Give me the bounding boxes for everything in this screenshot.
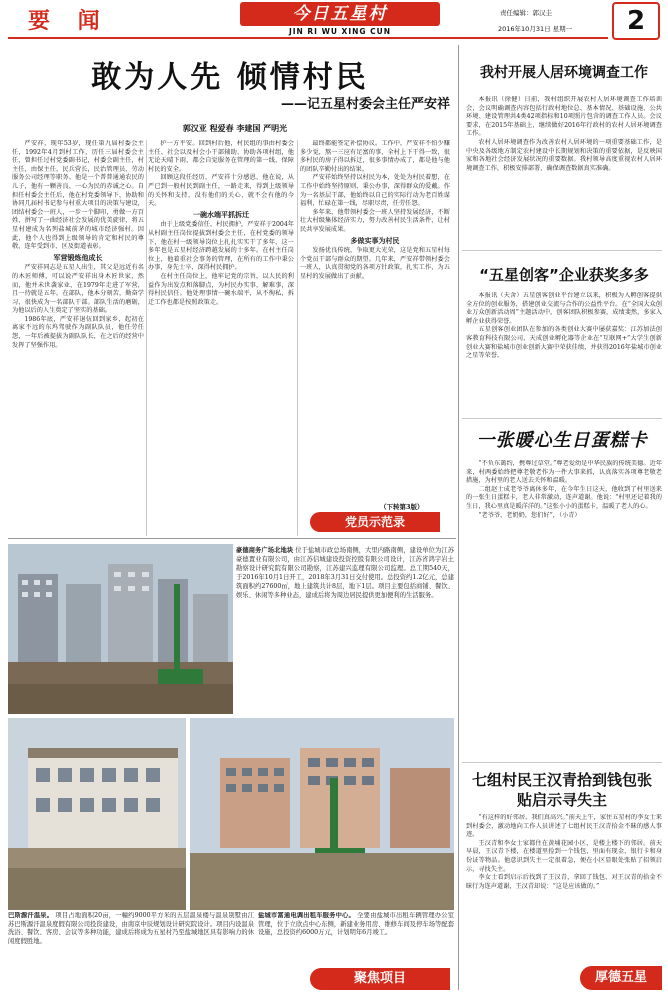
divider [462, 250, 662, 251]
story-2-paragraph: 五星创客创业团队在参加的各类创业大赛中屡获嘉奖：江苏加法创客教育科技有限公司、天成创业孵化器等企业在“互联网+”大学生创新创业大赛和盐城市创业创新大赛中荣获佳绩，并获得2016年盐城市创业之星等荣誉。 [466, 326, 662, 360]
divider [462, 762, 662, 763]
caption-1-text: 位于盐城市政总场南侧，大里内路南侧，建设单位为江苏豪德置业有限公司，由江苏信城建设投资控股有限公司设计，江苏省鸿宇岩土勘察设计研究院有限公司勘察，江苏建兴监理有限公司监理。总工期540天，于2016年10月1日开工，2018年3月31日交付使用。总投资约1.2亿元，总建筑面积约27600㎡，地上建筑共计8层，地下1层。项目主要包括商铺、餐饮、娱乐、休闲等多种业态，建成后将为周边居民提供更加便利的生活服务。 [236, 547, 454, 599]
page-number: 2 [626, 6, 646, 36]
lead-paragraph: 1986年底，严安祥退伍回到家乡，起初在离家不远的东坞驾驶作为副队队员，他任劳任怨，一年后被提拔为副队队长，在之后的经营中发挥了坚强作用。 [12, 315, 144, 349]
lead-headline: 敢为人先 倾情村民 [91, 60, 369, 95]
caption-3 [258, 912, 454, 964]
logo-pinyin: JIN RI WU XING CUN [288, 27, 392, 36]
page-number-badge [612, 2, 660, 40]
lead-section-banner: 党员示范录 [310, 512, 440, 532]
caption-1-title: 豪德商务广场北地块 [236, 547, 294, 554]
masthead-logo [240, 2, 440, 26]
story-2-paragraph: 本报讯（天舍）五星创客创业平台建立以来，积极为入孵创客提供全方位的创业服务，搭建创业交流与合作的公益性平台。在“全国大众创业万众创新活动周”主题活动中，创客团队积极参赛，成绩斐然，多家入孵企业获得荣誉。 [466, 292, 662, 325]
story-1-paragraph: 农村人居环境调查作为改善农村人居环境的一项重要基础工作，是中央及各级地方制定农村建设中长期规划和决策的重要依据，是反映国家和各地社会经济发展状况的重要数据。我村领导高度重视农村人居环境调查工作，积极安排部署，确保调查数据真实准确。 [466, 138, 662, 172]
hot-spring-photo [8, 718, 186, 910]
lead-column-3 [300, 140, 450, 500]
lead-paragraph: 在村主任岗位上，他牢记党的宗旨，以人民的利益作为出发点和落脚点，为村民办实事，解难事，深得村民信任。他处理事情一碗水端平，从不徇私，拆迁工作也都是按照政策走。 [148, 272, 294, 306]
story-3-paragraph: 二组赵士成老爷爷离休多年，在今年生日这天，他收到了村里送来的一张生日蛋糕卡，老人非常激动，连声道谢。他说：“村里还记着我的生日，我心里真是暖洋洋的。”这张小小的蛋糕卡，温暖了老人的心。 [466, 485, 662, 510]
story-2-body [466, 292, 662, 414]
lead-subheadline: ——记五星村委会主任严安祥 [280, 97, 450, 112]
masthead-rule [8, 37, 608, 39]
continued-note: （下转第3版） [380, 503, 424, 511]
story-4-headline: 七组村民王汉青拾到钱包张贴启示寻失主 [471, 771, 652, 809]
divider [462, 418, 662, 419]
story-1-paragraph: 本报讯（徐健）日前，我村组织开展农村人居环境调查工作培训会，会议明确调查内容包括行政村地位总、基本情况、基础设施、公共环境、建设管理共4类42项指标和10项照片包含的调查工作人员。会议要求，在2015年基础上，继续做好2016年行政村的农村人居环境调查工作。 [466, 96, 662, 138]
lead-paragraph: 多年来，他带领村委会一班人坚持发展经济，不断壮大村级集体经济实力，努力改善村民生活条件，让村民共享发展成果。 [300, 208, 450, 233]
caption-1 [236, 546, 454, 716]
story-3-paragraph: “不负东篱约，携尊过草堂。”尊老爱幼是中华民族的传统美德。近年来，村两委始终把尊老敬老作为一件大事来抓，认真落实各项尊老敬老措施，为村里的老人送去关怀和温暖。 [466, 460, 662, 485]
caption-3-text: 全要由盐城市出租车辆管理办公室管理，位于立欣点中心东侧，新建业务用房、维修车间及停车场等配套设施，总投资约6000万元，计划明年6月竣工。 [258, 912, 454, 937]
story-3-body [466, 460, 662, 760]
photo-hot-spring [8, 718, 186, 910]
story-4-paragraph: 李女士看到启示后找到了王汉青，拿回了钱包，对王汉青的拾金不昧行为连声道谢，王汉青却说：“这是应该做的。” [466, 874, 662, 890]
lead-paragraph: 严安祥同志是五星人出生，其父是远近有名的木匠师傅，可以说严安祥出身木匠世家，然而，他并未世袭家业，在1979年走进了军营，且一待就是五年。在部队，他本分刻苦，勤奋学习，很快成为一名部队干部。部队生活的磨砺，为他以后的人生奠定了坚实的基础。 [12, 264, 144, 315]
photo-taxi-center [190, 718, 454, 910]
story-4-paragraph: 王汉青和李女士家都住在黄埔花园小区，是楼上楼下的邻居。前天早晨，王汉青下楼，在楼道里捡到一个钱包，里面有现金、银行卡和身份证等物品。他意识到失主一定很着急，便在小区显眼处张贴了招领启示，寻找失主。 [466, 839, 662, 873]
taxi-center-photo [190, 718, 454, 910]
lead-paragraph: 最终都能签定补偿协议。工作中，严安祥不怕少赚多少觉，熬一三应有足富的事，全村上下干得一致，很多村民的房子得以拆迁，很多事情办成了，都是他与他的团队辛勤付出的结果。 [300, 140, 450, 173]
lead-column-1 [12, 140, 144, 536]
lead-paragraph: 护一方平安。回到村后他，村民组的事由村委会主任、社会以及村会小干部辅助、协助各项村组，他无论天晴下雨，都会自觉服务在管理的第一线，保障村民的安全。 [148, 140, 294, 173]
caption-2-title: 巴斯源汗温泉。 [8, 912, 54, 919]
lead-paragraph: 严安祥，现年53岁，现任第九届村委会主任，1992年4月到村工作，历任三届村委会主任，曾担任过村党委副书记，村委会副主任，村主任，由保主任，民兵营长，民治管理员，劳动服务公司经理等职务。他是一个普普通通农民的儿子，他有一颗善良、一心为民的赤诚之心。自担任村委会主任后，他在村党委领导下，协助和协同几届村书记参与村重大项目的决策与建设，团结村委会一班人，一步一个脚印，勇做一方百姓，拼写了一曲经济社会发展的优美旋律，将五星村建成为名列盐城前茅的城市经济强村。因此，他个人也得到上级领导的肯定和村民的尊敬，连年受到市、区及街道表彰。 [12, 140, 144, 251]
story-1-headline: 我村开展人居环境调查工作 [480, 65, 648, 81]
caption-2 [8, 912, 254, 990]
lead-subhead-1: 军营锻炼他成长 [53, 253, 103, 262]
logo-text: 今日五星村 [292, 4, 388, 24]
caption-3-title: 盐城市富通电调出租车服务中心。 [258, 912, 355, 919]
lead-subhead-2: 一碗水端平抓拆迁 [193, 210, 249, 219]
right-section-banner: 厚德五星 [580, 966, 662, 990]
divider [297, 140, 298, 536]
story-3-headline: 一张暖心生日蛋糕卡 [476, 430, 648, 451]
divider [146, 140, 147, 536]
story-1-body [466, 96, 662, 244]
caption-2-text: 项目占地面积20亩，一幢约9000平方米的五层温泉楼与温泉别墅由江苏巴斯源汗温泉度假有限公司投资建设，由南京中辰规划设计研究院设计。项目内设温泉洗浴、餐饮、客房、会议等多种功能，建成后将成为五星村乃至盐城地区具有影响力的休闲度假胜地。 [8, 912, 254, 945]
masthead [0, 0, 668, 40]
story-3-paragraph: “老爷爷，老奶奶，您们好”，（小青） [478, 511, 581, 519]
story-4-body [466, 814, 662, 962]
construction-photo [8, 544, 233, 714]
photo-construction-site [8, 544, 233, 714]
lead-column-2 [148, 140, 294, 536]
lead-subhead-3: 多做实事为村民 [350, 236, 400, 245]
story-2-headline: “五星创客”企业获奖多多 [479, 266, 649, 284]
lead-paragraph: 由于上级党委信任，村民拥护，严安祥于2004年从村副主任岗位提拔到村委会主任，在村党委的领导下，他在村一级领导岗位上扎扎实实干了多年，这一多年也是五星村经济跨越发展的十多年。在村主任岗位上，他着重社会事务的管理，在所有的工作中秉公办事，身先士卒，深得村民拥护。 [148, 221, 294, 272]
issue-date: 2016年10月31日 星期一 [498, 25, 573, 33]
gallery-section-banner: 聚焦项目 [310, 968, 450, 990]
lead-paragraph: 回顾这段任经历，严安祥十分感恩、他在说，从严已到一般村民到副主任，一路走来，得到上级领导的关怀和支持，没有他们的关心，就不会有他的今天。 [148, 174, 294, 208]
editor-credit: 责任编辑：郭汉圭 [500, 9, 552, 17]
story-4-paragraph: “有这样的好邻居，我们真高兴。”前天上午，家住五星村的李女士来到村委会，激动地向工作人员讲述了七组村民王汉青拾金不昧的感人事迹。 [466, 814, 662, 839]
divider [8, 538, 456, 539]
lead-bylines: 郭汉亚 程爱春 李建国 严明光 [182, 124, 288, 133]
divider [458, 45, 459, 990]
section-label: 要 闻 [28, 8, 110, 34]
lead-paragraph: 严安祥始终坚持以村民为本，处处为村民着想，在工作中始终坚持原则、秉公办事，深得群众的爱戴。作为一名基层干部，他始终以自己的实际行动为老百姓谋福利，忙碌在第一线，尽职尽责，任劳任怨。 [300, 174, 450, 208]
lead-paragraph: 发扬优良传统，争取更大光荣，这是党和五星村每个党员干部与群众的期望。几年来，严安祥带领村委会一班人，认真贯彻党的各项方针政策，扎实工作，为五星村的发展做出了贡献。 [300, 247, 450, 280]
